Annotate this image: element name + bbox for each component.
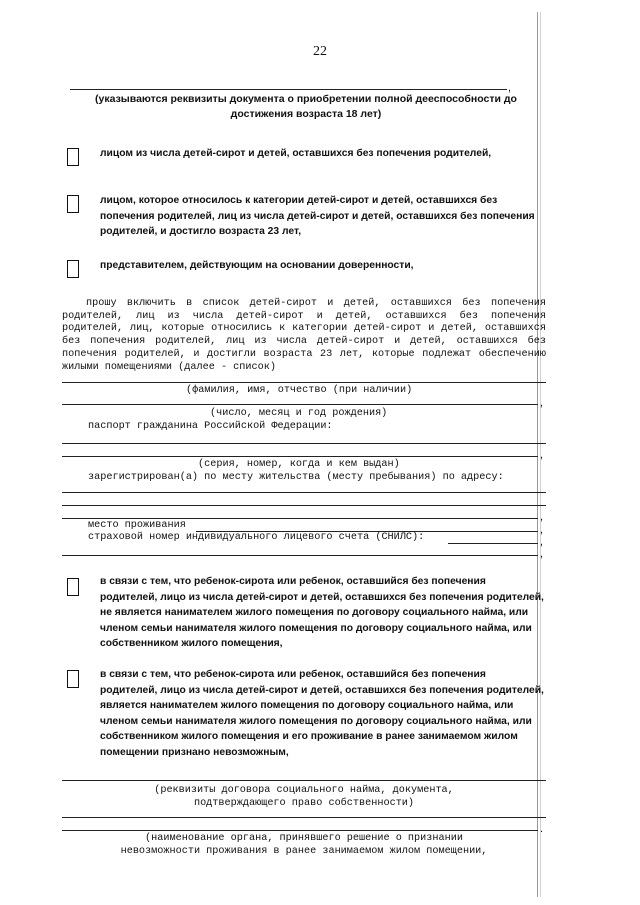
line-comma: , [540,536,544,548]
line-comma: , [540,511,544,523]
option-representative: представителем, действующим на основании доверенности, [100,260,414,271]
line-comma: , [540,548,544,560]
contract-caption-line2: подтверждающего право собственности) [193,798,415,809]
authority-caption-line2: невозможности проживания в ранее занимаемом жилом помещении, [120,846,488,857]
contract-caption-line1: (реквизиты договора социального найма, документа, [154,785,454,796]
fio-caption: (фамилия, имя, отчество (при наличии) [186,385,413,396]
line-comma: , [540,397,544,409]
checkbox-tenant-impossible[interactable] [67,670,79,688]
page-edge-line [537,12,538,897]
request-paragraph [62,298,546,374]
snils-label: страховой номер индивидуального лицевого счета (СНИЛС): [88,532,425,543]
line-comma: . [540,823,544,835]
fio-field-line-2[interactable] [62,404,538,405]
passport-label: паспорт гражданина Российской Федерации: [88,421,333,432]
checkbox-representative[interactable] [67,260,79,278]
contract-details-line[interactable] [62,780,546,781]
registration-field-line-3[interactable] [62,518,538,519]
registration-field-line[interactable] [62,492,546,493]
passport-field-line[interactable] [62,443,546,444]
checkbox-not-tenant[interactable] [67,578,79,596]
option-former-orphan-23: лицом, которое относилось к категории детей-сирот и детей, оставшихся без попечения родителей, лиц из числа детей-сирот и детей, оставшихся без попечения родителей, и достигло возраста 23 лет, [100,195,535,237]
checkbox-orphan-person[interactable] [67,148,79,166]
adulthood-doc-line [70,89,507,90]
passport-field-line-2[interactable] [62,456,538,457]
option-not-tenant: в связи с тем, что ребенок-сирота или ребенок, оставшийся без попечения родителей, лицо из числа детей-сирот и детей, оставшихся без попечения родителей, не является нанимателем жилого помещения по договору социального найма, или членом семьи нанимателя жилого помещения по договору социального найма, или собственником жилого помещения, [100,576,544,649]
page-number: 22 [313,44,327,59]
line-comma: , [540,449,544,461]
authority-field-line[interactable] [62,817,546,818]
residence-label: место проживания [88,520,186,531]
line-comma: , [508,82,512,94]
snils-field-line-2[interactable] [62,555,538,556]
birth-date-caption: (число, месяц и год рождения) [210,408,388,419]
line-comma: , [540,524,544,536]
registration-field-line-2[interactable] [62,505,546,506]
fio-field-line[interactable] [62,382,546,383]
authority-field-line-2[interactable] [62,830,538,831]
registration-label: зарегистрирован(а) по месту жительства (месту пребывания) по адресу: [88,472,504,483]
passport-caption: (серия, номер, когда и кем выдан) [198,459,400,470]
checkbox-former-orphan-23[interactable] [67,195,79,213]
option-orphan-person: лицом из числа детей-сирот и детей, оставшихся без попечения родителей, [100,148,492,159]
request-text: прошу включить в список детей-сирот и детей, оставшихся без попечения родителей, лиц из числа детей-сирот и детей, оставшихся без попечения родителей, лиц, которые относились к категории детей-сирот и детей, оставшихся без попечения родителей, лиц из числа детей-сирот и детей, оставшихся без попечения родителей, и достигли возраста 23 лет, которые подлежат обеспечению жилыми помещениями (далее - список) [62,298,546,373]
snils-field-line[interactable] [448,543,538,544]
authority-caption-line1: (наименование органа, принявшего решение о признании [145,833,463,844]
adulthood-doc-note: (указываются реквизиты документа о приобретении полной дееспособности до достижения возраста 18 лет) [95,93,517,120]
option-tenant-impossible: в связи с тем, что ребенок-сирота или ребенок, оставшийся без попечения родителей, лицо из числа детей-сирот и детей, оставшихся без попечения родителей, является нанимателем жилого помещения по договору социального найма, или членом семьи нанимателя жилого помещения по договору социального найма, или собственником жилого помещения и его проживание в ранее занимаемом жилом помещении признано невозможным, [100,669,544,758]
